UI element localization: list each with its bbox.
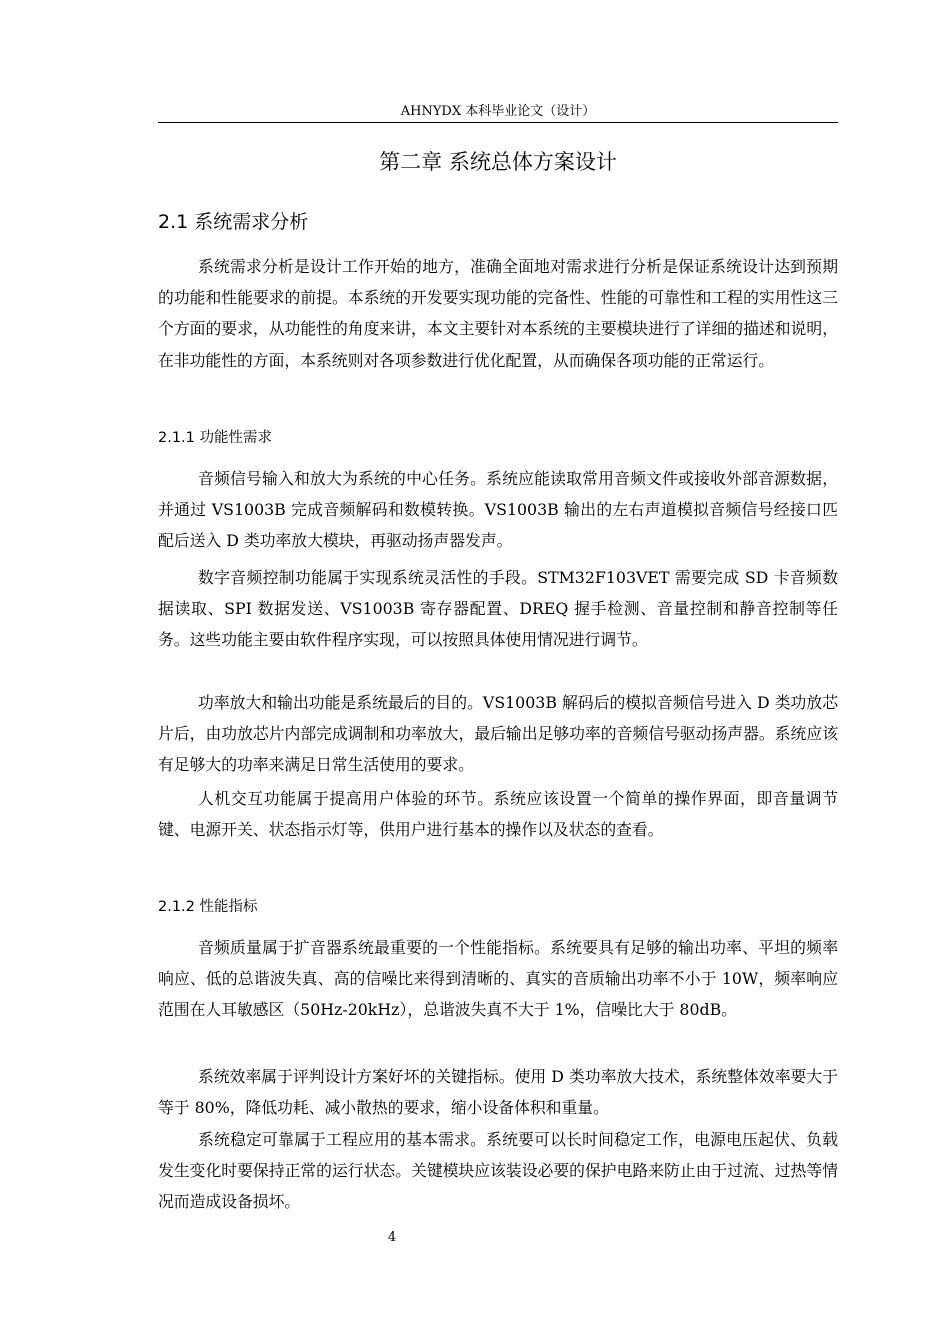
paragraph-power-output: 功率放大和输出功能是系统最后的目的。VS1003B 解码后的模拟音频信号进入 D 类功放芯片后，由功放芯片内部完成调制和功率放大，最后输出足够功率的音频信号驱动扬声器。系统应该有足够大的功率来满足日常生活使用的要求。 [158,693,838,775]
header-rule [158,122,838,123]
paragraph-audio-quality: 音频质量属于扩音器系统最重要的一个性能指标。系统要具有足够的输出功率、平坦的频率响应、低的总谐波失真、高的信噪比来得到清晰的、真实的音质输出功率不小于 10W，频率响应范围在人耳敏感区（50Hz-20kHz），总谐波失真不大于 1%，信噪比大于 80dB。 [158,938,838,1020]
section-heading-2-1-2: 2.1.2 性能指标 [158,899,258,915]
chapter-title: 第二章 系统总体方案设计 [379,150,617,174]
paragraph-hci: 人机交互功能属于提高用户体验的环节。系统应该设置一个简单的操作界面，即音量调节键、电源开关、状态指示灯等，供用户进行基本的操作以及状态的查看。 [158,789,838,840]
paragraph-requirements-intro: 系统需求分析是设计工作开始的地方，准确全面地对需求进行分析是保证系统设计达到预期的功能和性能要求的前提。本系统的开发要实现功能的完备性、性能的可靠性和工程的实用性这三个方面的要求，从功能性的角度来讲，本文主要针对本系统的主要模块进行了详细的描述和说明，在非功能性的方面，本系统则对各项参数进行优化配置，从而确保各项功能的正常运行。 [158,257,838,370]
paragraph-audio-input: 音频信号输入和放大为系统的中心任务。系统应能读取常用音频文件或接收外部音源数据，并通过 VS1003B 完成音频解码和数模转换。VS1003B 输出的左右声道模拟音频信号经接口匹配后送入 D 类功率放大模块，再驱动扬声器发声。 [158,469,838,551]
page-number: 4 [387,1230,397,1245]
section-heading-2-1-1: 2.1.1 功能性需求 [158,430,273,446]
paragraph-digital-control: 数字音频控制功能属于实现系统灵活性的手段。STM32F103VET 需要完成 SD 卡音频数据读取、SPI 数据发送、VS1003B 寄存器配置、DREQ 握手检测、音量控制和静音控制等任务。这些功能主要由软件程序实现，可以按照具体使用情况进行调节。 [158,568,838,650]
paragraph-efficiency: 系统效率属于评判设计方案好坏的关键指标。使用 D 类功率放大技术，系统整体效率要大于等于 80%，降低功耗、减小散热的要求，缩小设备体积和重量。 [158,1067,838,1118]
section-heading-2-1: 2.1 系统需求分析 [158,211,309,233]
running-header: AHNYDX 本科毕业论文（设计） [400,104,596,119]
paragraph-reliability: 系统稳定可靠属于工程应用的基本需求。系统要可以长时间稳定工作，电源电压起伏、负载发生变化时要保持正常的运行状态。关键模块应该装设必要的保护电路来防止由于过流、过热等情况而造成设备损坏。 [158,1130,838,1212]
